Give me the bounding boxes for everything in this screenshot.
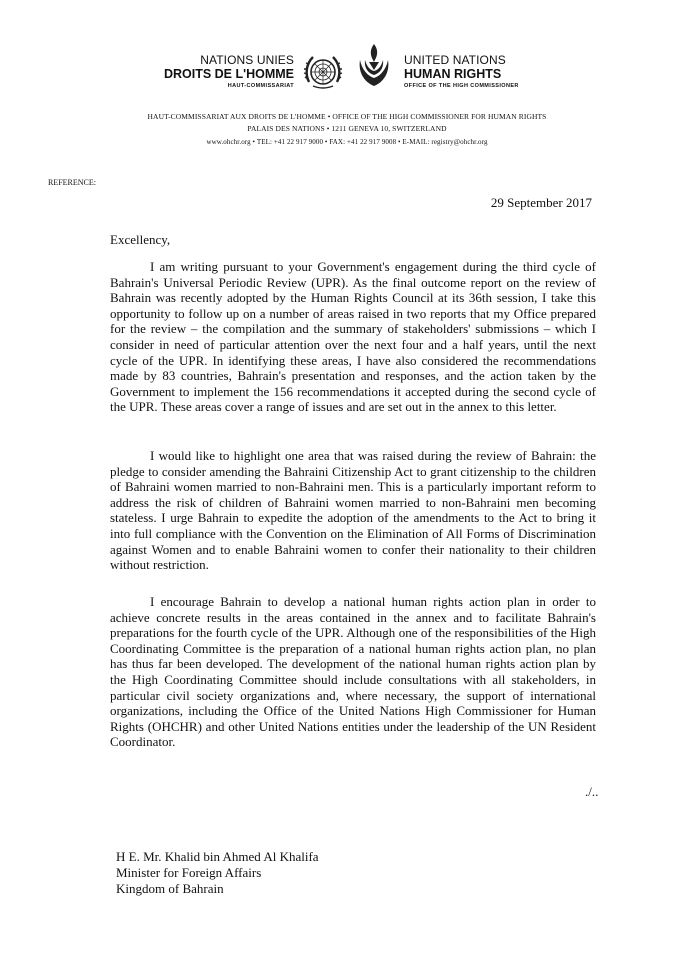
paragraph-2-text: I would like to highlight one area that was raised during the review of Bahrain: the pledge to consider amending the Bahraini Citizenship Act to grant citizenship to the children of Bahraini women married to non-Bahraini men. This is a particularly important reform to address the risk of children of Bahraini women married to non-Bahraini men becoming stateless. I urge Bahrain to expedite the adoption of the amendments to the Act to bring it into full compliance with the Convention on the Elimination of All Forms of Discrimination against Women and to enable Bahraini women to confer their nationality to their children without restriction. [110, 448, 596, 573]
body-paragraph-3 [110, 594, 596, 750]
un-emblem-icon [303, 52, 343, 92]
letterhead-en-line3: OFFICE OF THE HIGH COMMISSIONER [404, 82, 519, 89]
address-line-3: www.ohchr.org • TEL: +41 22 917 9000 • FAX: +41 22 917 9008 • E-MAIL: registry@ohchr.org [206, 138, 488, 146]
letterhead-fr-line2: DROITS DE L'HOMME [163, 67, 294, 81]
salutation: Excellency, [110, 232, 171, 247]
letterhead-fr-line3: HAUT-COMMISSARIAT [227, 82, 294, 89]
paragraph-1-text: I am writing pursuant to your Government's engagement during the third cycle of Bahrain's Universal Periodic Review (UPR). As the final outcome report on the review of Bahrain was recently adopted by the Human Rights Council at its 36th session, I take this opportunity to follow up on a number of areas raised in two reports that my Office prepared for the review – the compilation and the summary of stakeholders' submissions – which I consider in need of particular attention over the next four and a half years, until the next cycle of the UPR. In identifying these areas, I have also considered the recommendations made by 83 countries, Bahrain's presentation and responses, and the action taken by the Government to implement the 156 recommendations it accepted during the second cycle of the UPR. These areas cover a range of issues and are set out in the annex to this letter. [110, 259, 596, 415]
addressee-name: H E. Mr. Khalid bin Ahmed Al Khalifa [116, 849, 319, 864]
paragraph-3-text: I encourage Bahrain to develop a national human rights action plan in order to achieve concrete results in the areas contained in the annex and to facilitate Bahrain's preparations for the fourth cycle of the UPR. Although one of the responsibilities of the High Coordinating Committee is the preparation of a national human rights action plan, no plan has thus far been developed. The development of the national human rights action plan by the High Coordinating Committee should include consultations with all stakeholders, in particular civil society organizations and, where necessary, the support of international organizations, including the Office of the United Nations High Commissioner for Human Rights (OHCHR) and other United Nations entities under the leadership of the UN Resident Coordinator. [110, 594, 596, 750]
letterhead-fr-line1: NATIONS UNIES [200, 53, 294, 67]
address-line-2: PALAIS DES NATIONS • 1211 GENEVA 10, SWITZERLAND [247, 124, 447, 133]
letter-date: 29 September 2017 [490, 195, 592, 210]
letterhead-french [164, 54, 294, 89]
human-rights-emblem-icon [354, 40, 394, 90]
address-line-1: HAUT-COMMISSARIAT AUX DROITS DE L'HOMME • OFFICE OF THE HIGH COMMISSIONER FOR HUMAN RIGHTS [147, 112, 547, 121]
body-paragraph-1 [110, 259, 596, 415]
letterhead-english [404, 54, 519, 89]
body-paragraph-2 [110, 448, 596, 573]
reference-label: REFERENCE: [48, 178, 97, 187]
letterhead-en-line1: UNITED NATIONS [404, 53, 506, 67]
addressee-block [116, 849, 319, 898]
letterhead-en-line2: HUMAN RIGHTS [404, 67, 502, 81]
continuation-mark: ./.. [585, 784, 599, 799]
addressee-country: Kingdom of Bahrain [116, 881, 224, 897]
addressee-title: Minister for Foreign Affairs [116, 865, 262, 881]
